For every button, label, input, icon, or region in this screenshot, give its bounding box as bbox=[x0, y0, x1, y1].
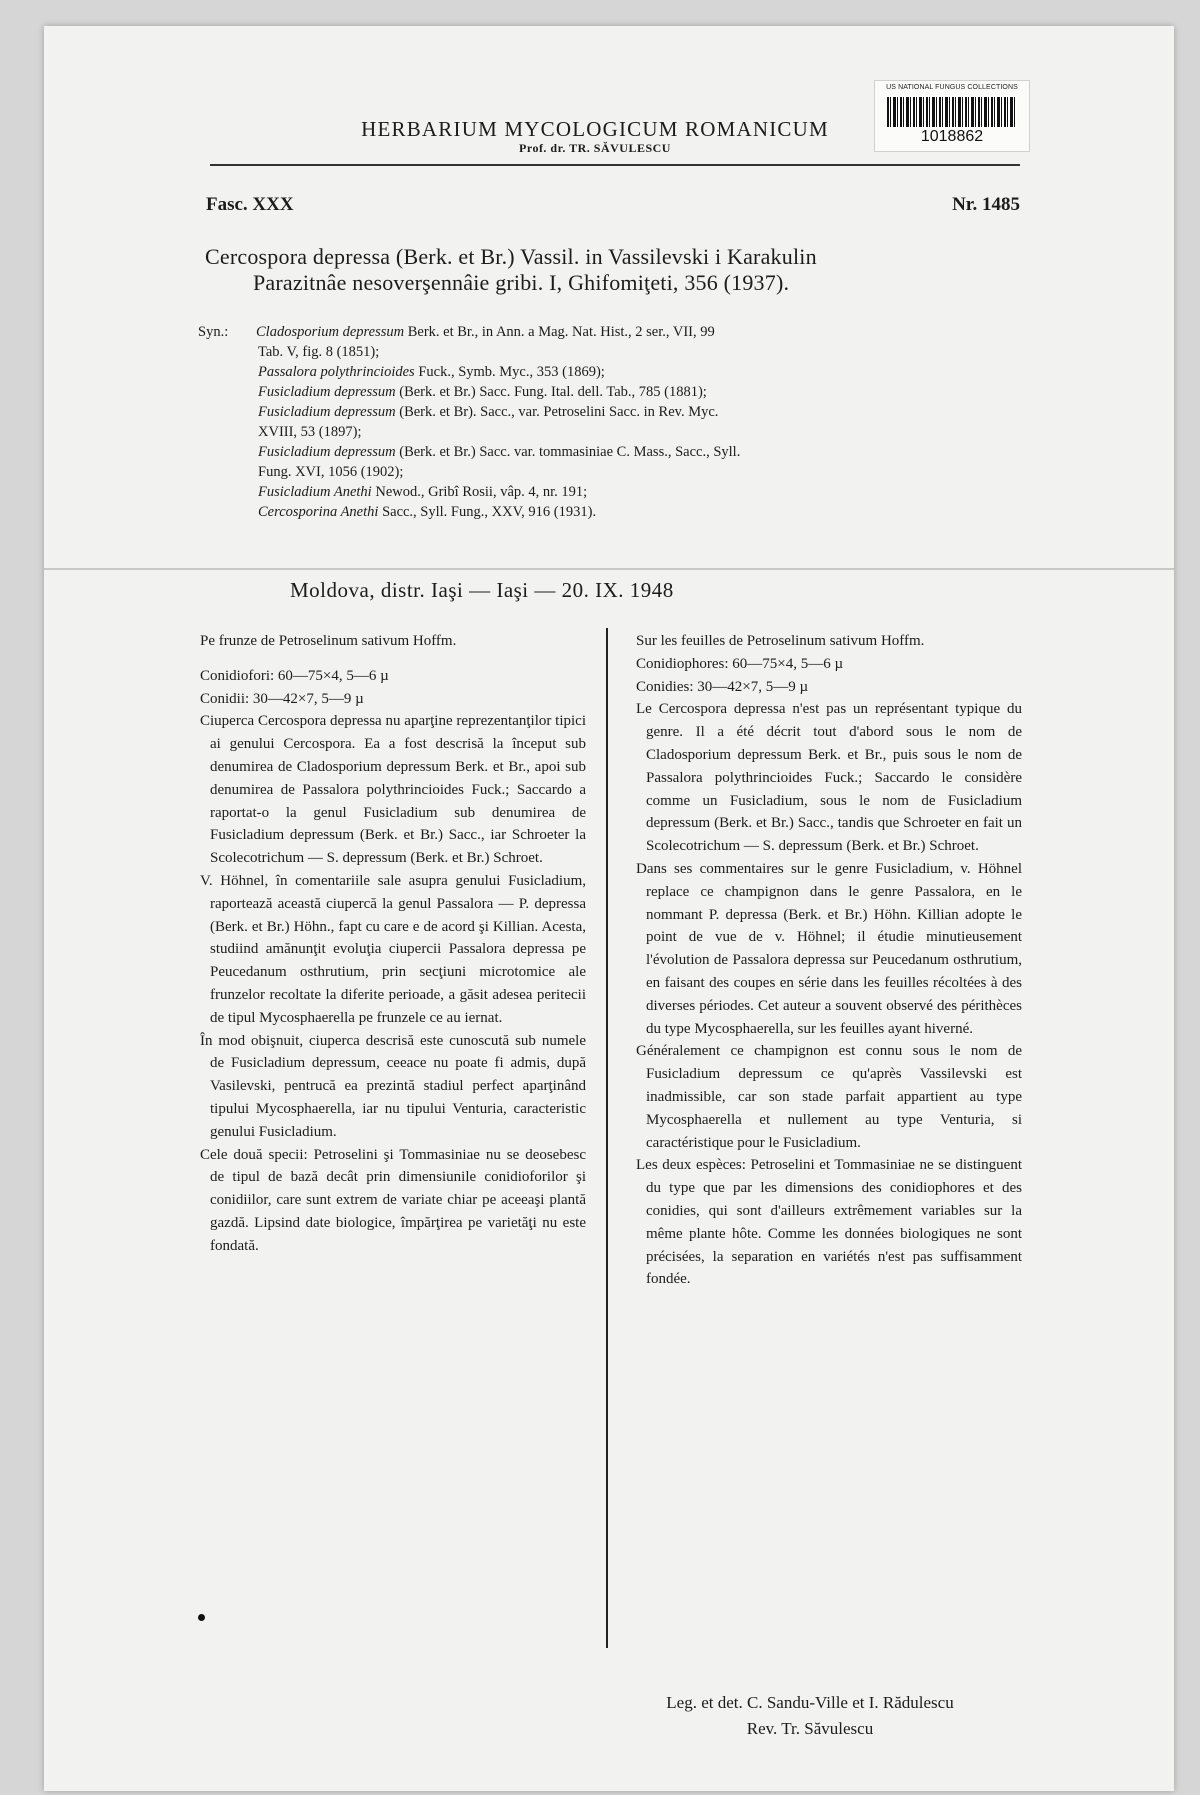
synonyms-label: Syn.: bbox=[198, 324, 229, 340]
synonym-item bbox=[198, 482, 1020, 502]
fascicle-number: Fasc. XXX bbox=[206, 194, 294, 215]
synonym-item bbox=[198, 502, 1020, 522]
description-paragraph: Ciuperca Cercospora depressa nu aparţine reprezentanţilor tipici ai genului Cercospora. Ea a fost descrisă la început sub denumirea de Cladosporium depressum Berk. et Br., apoi sub denumirea de Passalora polythrincioides Fuck.; Saccardo a raportat-o la genul Fusicladium sub denumirea de Fusicladium depressum (Berk. et Br.) Sacc., iar Schroeter la Scolecotrichum — S. depressum (Berk. et Br.) Schroet. bbox=[200, 713, 586, 867]
conidia-measure: Conidii: 30—42×7, 5—9 µ bbox=[200, 690, 364, 707]
description-paragraph: Dans ses commentaires sur le genre Fusicladium, v. Höhnel replace ce champignon dans le genre Passalora, en le nommant P. depressa (Berk. et Br.) Höhn. Killian adopte le point de vue de v. Höhnel; il étudie minutieusement l'évolution de Passalora depressa sur Peucedanum osthrutium, en faisant des coupes en série dans les feuilles récoltées à des diverses périodes. Cet auteur a souvent observé des périthèces du type Mycosphaerella, sur les feuilles ayant hiverné. bbox=[636, 860, 1022, 1037]
specimen-number: Nr. 1485 bbox=[952, 194, 1020, 215]
conidiophore-measure: Conidiophores: 60—75×4, 5—6 µ bbox=[636, 655, 844, 672]
description-paragraph: Généralement ce champignon est connu sous le nom de Fusicladium depressum ce qu'après Vassilevski est inadmissible, car son stade parfait appartient au type Mycosphaerella et nullement au type Venturia, si caractéristique pour le Fusicladium. bbox=[636, 1043, 1022, 1151]
synonym-name: Fusicladium Anethi bbox=[258, 484, 372, 500]
synonym-item bbox=[198, 362, 1020, 382]
collector-credits bbox=[560, 1690, 1060, 1742]
synonym-name: Cercosporina Anethi bbox=[258, 504, 379, 520]
synonym-item bbox=[198, 322, 1020, 342]
column-divider bbox=[606, 628, 608, 1648]
herbarium-title: HERBARIUM MYCOLOGICUM ROMANICUM bbox=[361, 117, 829, 141]
description-paragraph: Le Cercospora depressa n'est pas un représentant typique du genre. Il a été décrit tout d'abord sous le nom de Cladosporium depressum Berk. et Br., puis sous le nom de Passalora polythrincioides Fuck.; Saccardo le considère comme un Fusicladium, sous le nom de Fusicladium depressum (Berk. et Br.) Sacc., tandis que Schroeter en fait un Scolecotrichum — S. depressum (Berk. et Br.) Schroet. bbox=[636, 701, 1022, 855]
synonym-continuation: XVIII, 53 (1897); bbox=[258, 424, 362, 440]
host-text: Sur les feuilles de Petroselinum sativum Hoffm. bbox=[636, 633, 925, 649]
synonym-continuation: Fung. XVI, 1056 (1902); bbox=[258, 464, 404, 480]
species-line-2: Parazitnâe nesoverşennâie gribi. I, Ghifomiţeti, 356 (1937). bbox=[253, 270, 790, 295]
synonym-name: Cladosporium depressum bbox=[256, 324, 405, 340]
conidiophore-measure: Conidiofori: 60—75×4, 5—6 µ bbox=[200, 667, 389, 684]
synonym-citation: Fuck., Symb. Myc., 353 (1869); bbox=[418, 364, 605, 380]
species-line-1: Cercospora depressa (Berk. et Br.) Vassil. in Vassilevski i Karakulin bbox=[205, 244, 817, 269]
reviewer-line: Rev. Tr. Săvulescu bbox=[746, 1719, 874, 1738]
institution-name: US NATIONAL FUNGUS COLLECTIONS bbox=[886, 84, 1018, 91]
collection-locality: Moldova, distr. Iaşi — Iaşi — 20. IX. 1948 bbox=[290, 578, 674, 602]
description-paragraph: Les deux espèces: Petroselini et Tommasiniae ne se distinguent du type que par les dimensions des conidiophores et des conidies, qui sont d'ailleurs extrêmement variables sur la même plante hôte. Comme les données biologiques ne sont précisées, la separation en variétés n'est pas suffisamment fondée. bbox=[636, 1157, 1022, 1288]
synonym-item bbox=[198, 382, 1020, 402]
species-citation bbox=[205, 244, 1020, 296]
synonym-name: Fusicladium depressum bbox=[258, 444, 396, 460]
barcode-number: 1018862 bbox=[920, 128, 984, 145]
synonym-citation: (Berk. et Br.) Sacc. var. tommasiniae C. Mass., Sacc., Syll. bbox=[399, 444, 741, 460]
herbarium-editor: Prof. dr. TR. SĂVULESCU bbox=[519, 141, 671, 155]
synonym-name: Fusicladium depressum bbox=[258, 384, 396, 400]
collectors-line: Leg. et det. C. Sandu-Ville et I. Rădulescu bbox=[666, 1693, 954, 1712]
synonym-citation: Sacc., Syll. Fung., XXV, 916 (1931). bbox=[382, 504, 597, 520]
description-paragraph: În mod obişnuit, ciuperca descrisă este cunoscută sub numele de Fusicladium depressum, ceeace nu poate fi admis, după Vasilevski, pentrucă ea prezintă stadiul perfect aparţinând tipului Mycosphaerella, iar nu tipului Venturia, caracteristic genului Fusicladium. bbox=[200, 1032, 586, 1140]
host-text: Pe frunze de Petroselinum sativum Hoffm. bbox=[200, 633, 457, 649]
synonym-name: Passalora polythrincioides bbox=[258, 364, 415, 380]
description-paragraph: V. Höhnel, în comentariile sale asupra genului Fusicladium, raportează această ciupercă la genul Passalora — P. depressa (Berk. et Br.) Höhn., fapt cu care e de acord şi Killian. Acesta, studiind amănunţit evoluţia ciupercii Passalora depressa pe Peucedanum osthrutium, prin secţiuni microtomice ale frunzelor recoltate la diferite perioade, a găsit adesea peritecii de tipul Mycosphaerella pe frunzele ce au iernat. bbox=[200, 872, 586, 1026]
synonym-item bbox=[198, 402, 1020, 422]
header-rule bbox=[210, 164, 1020, 166]
barcode-image bbox=[887, 97, 1017, 127]
synonym-continuation: Tab. V, fig. 8 (1851); bbox=[258, 344, 380, 360]
synonyms-block bbox=[198, 322, 1020, 522]
synonym-citation: Berk. et Br., in Ann. a Mag. Nat. Hist., 2 ser., VII, 99 bbox=[407, 324, 715, 340]
fold-line bbox=[44, 568, 1174, 570]
synonym-citation: (Berk. et Br.) Sacc. Fung. Ital. dell. Tab., 785 (1881); bbox=[399, 384, 707, 400]
description-paragraph: Cele două specii: Petroselini şi Tommasiniae nu se deosebesc de tipul de bază decât prin dimensiunile conidioforilor şi conidiilor, care sunt extrem de variate chiar pe aceeaşi plantă gazdă. Lipsind date biologice, împărţirea pe varietăţi nu este fondată. bbox=[200, 1146, 586, 1254]
synonym-citation: Newod., Gribî Rosii, vâp. 4, nr. 191; bbox=[375, 484, 588, 500]
synonym-item bbox=[198, 442, 1020, 462]
french-description bbox=[636, 630, 1022, 1291]
conidia-measure: Conidies: 30—42×7, 5—9 µ bbox=[636, 678, 809, 695]
collection-barcode-label bbox=[874, 80, 1030, 152]
synonym-name: Fusicladium depressum bbox=[258, 404, 396, 420]
synonym-citation: (Berk. et Br). Sacc., var. Petroselini Sacc. in Rev. Myc. bbox=[399, 404, 719, 420]
romanian-description bbox=[200, 630, 586, 1258]
ink-dot bbox=[198, 1614, 205, 1621]
